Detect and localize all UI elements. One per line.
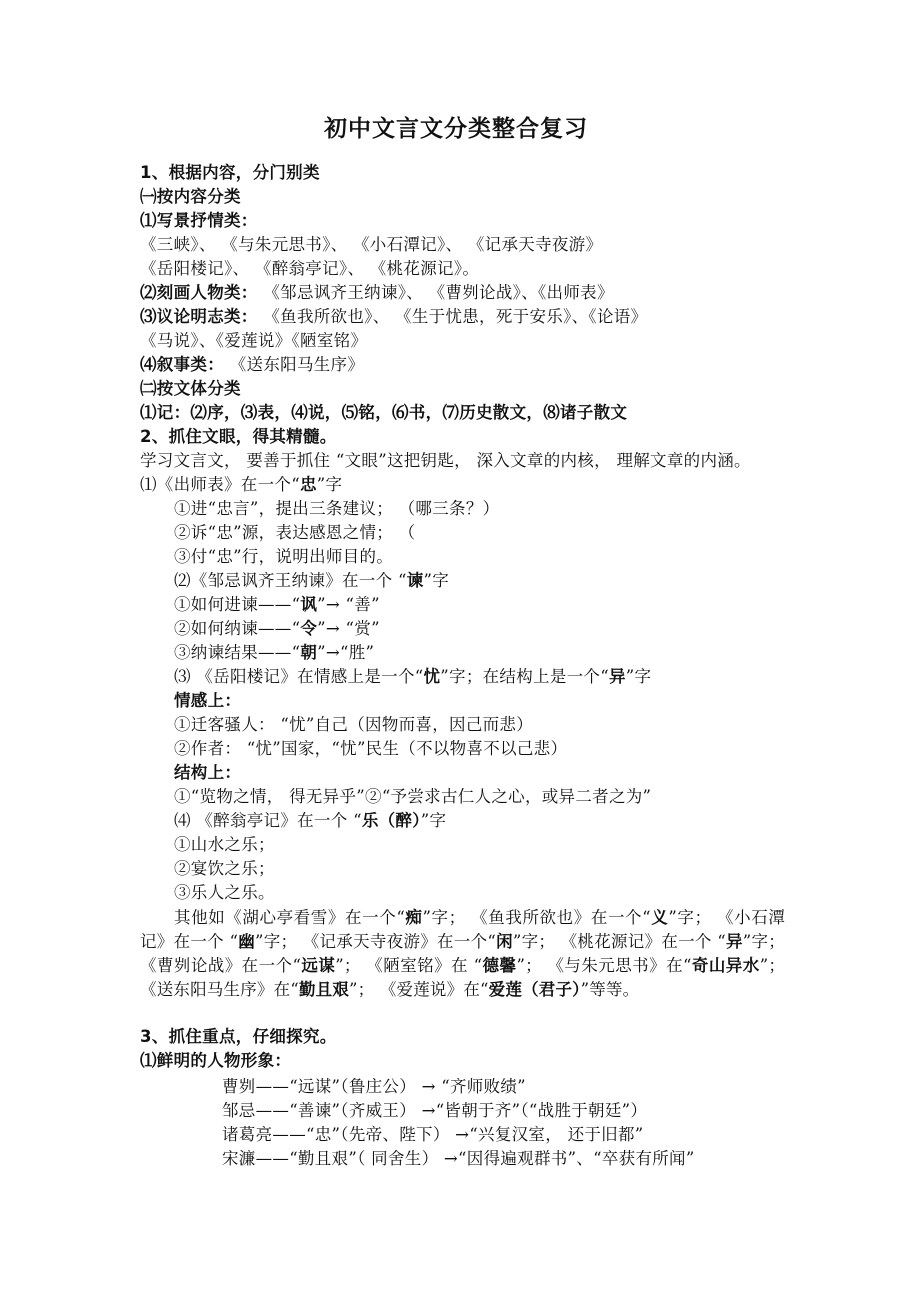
structure-label: 结构上： xyxy=(174,763,242,782)
text: 其他如《湖心亭看雪》在一个“ xyxy=(174,908,405,927)
list-item: ①迁客骚人： “忧”自己（因物而喜，因己而悲） xyxy=(174,715,534,734)
text: ”字 xyxy=(316,475,343,494)
text: ”； 《陋室铭》在 “ xyxy=(335,956,483,975)
page-title: 初中文言文分类整合复习 xyxy=(324,116,588,142)
genre-list: ⑴记：⑵序，⑶表，⑷说，⑸铭，⑹书，⑺历史散文，⑻诸子散文 xyxy=(140,403,628,422)
section-2-intro: 学习文言文， 要善于抓住 “文眼”这把钥匙， 深入文章的内核， 理解文章的内涵。 xyxy=(140,451,751,470)
subsection-by-content: ㈠按内容分类 xyxy=(140,187,241,206)
text: ”等等。 xyxy=(580,980,640,999)
text: ”字 xyxy=(625,667,652,686)
yueyanglou-line xyxy=(174,666,651,688)
category-narrative-label: ⑷叙事类： xyxy=(140,355,224,374)
text: ③纳谏结果——“ xyxy=(174,643,301,662)
text: ⑴《出师表》在一个“ xyxy=(140,475,300,494)
category-narrative-works: 《送东阳马生序》 xyxy=(238,355,365,374)
text: ⑵《邹忌讽齐王纳谏》在一个 “ xyxy=(174,571,407,590)
list-item: ①进“忠言”，提出三条建议； （哪三条？） xyxy=(174,499,500,518)
text: ”字； 《鱼我所欲也》在一个“ xyxy=(422,908,651,927)
text: ”→ “赏” xyxy=(317,619,380,638)
list-item: ②诉“忠”源，表达感恩之情； （ xyxy=(174,523,416,542)
keyword: 幽 xyxy=(238,932,255,951)
category-argument-works: 《鱼我所欲也》、 《生于忧患，死于安乐》、《论语》 xyxy=(271,307,648,326)
keyword: 闲 xyxy=(496,932,513,951)
text: ”字；在结构上是一个“ xyxy=(440,667,609,686)
keyword: 异 xyxy=(725,932,743,951)
text: ⑷ 《醉翁亭记》在一个 “ xyxy=(174,811,362,830)
text: ①如何进谏——“ xyxy=(174,595,301,614)
text: ”字 xyxy=(420,811,447,830)
character-row: 宋濂——“勤且艰”（ 同舍生） →“因得遍观群书”、“卒获有所闻” xyxy=(222,1149,695,1168)
character-image-label: ⑴鲜明的人物形象： xyxy=(140,1051,292,1070)
keyword: 爱莲（君子） xyxy=(488,980,581,999)
category-scenery-works: 《三峡》、 《与朱元思书》、 《小石潭记》、 《记承天寺夜游》 xyxy=(140,235,603,254)
list-item: ①山水之乐； xyxy=(174,835,275,854)
text: ”字； 《记承天寺夜游》在一个“ xyxy=(254,932,497,951)
category-portrait-label: ⑵刻画人物类： xyxy=(140,283,258,302)
category-scenery-works-2: 《岳阳楼记》、 《醉翁亭记》、 《桃花源记》。 xyxy=(140,259,480,278)
section-1-heading: 1、根据内容，分门别类 xyxy=(140,163,320,182)
keyword: 异 xyxy=(608,667,626,686)
keyword: 德馨 xyxy=(482,956,517,975)
keyword: 义 xyxy=(650,908,669,927)
keyword: 忧 xyxy=(423,667,441,686)
category-argument-works-2: 《马说》、《爱莲说》《陋室铭》 xyxy=(140,331,368,350)
list-item: ②宴饮之乐； xyxy=(174,859,275,878)
chushibiao-line xyxy=(140,474,342,496)
other-examples-paragraph xyxy=(140,906,785,1002)
text: ”→ “善” xyxy=(317,595,380,614)
text: ”字； 《曹刿论战》在一个“ xyxy=(140,932,785,975)
keyword: 乐（醉） xyxy=(361,811,421,830)
keyword: 痴 xyxy=(404,908,423,927)
category-portrait xyxy=(140,282,614,304)
emotion-label: 情感上： xyxy=(174,691,242,710)
text: ”→“胜” xyxy=(317,643,375,662)
keyword: 谏 xyxy=(406,571,424,590)
category-argument-label: ⑶议论明志类： xyxy=(140,307,258,326)
list-item: ①“览物之情， 得无异乎”②“予尝求古仁人之心，或异二者之为” xyxy=(174,787,652,806)
keyword: 勤且艰 xyxy=(298,980,350,999)
text: ”字； 《小石潭记》在一个 “ xyxy=(140,908,786,951)
character-row: 诸葛亮——“忠”（先帝、陛下） →“兴复汉室， 还于旧都” xyxy=(222,1125,644,1144)
text: ”字； 《桃花源记》在一个 “ xyxy=(512,932,726,951)
list-item xyxy=(174,642,374,664)
category-narrative xyxy=(140,354,364,376)
zuiwengting-line xyxy=(174,810,446,832)
character-row: 曹刿——“远谋”（鲁庄公） → “齐师败绩” xyxy=(222,1077,526,1096)
category-portrait-works: 《邹忌讽齐王纳谏》、 《曹刿论战》、《出师表》 xyxy=(271,283,614,302)
text: ”； 《与朱元思书》在“ xyxy=(516,956,692,975)
keyword: 讽 xyxy=(300,595,318,614)
keyword: 远谋 xyxy=(301,956,336,975)
subsection-by-genre: ㈡按文体分类 xyxy=(140,379,241,398)
category-argument xyxy=(140,306,647,328)
list-item xyxy=(174,594,380,616)
list-item: ②作者： “忧”国家，“忧”民生（不以物喜不以己悲） xyxy=(174,739,568,758)
text: ②如何纳谏——“ xyxy=(174,619,301,638)
keyword: 奇山异水 xyxy=(691,956,760,975)
list-item: ③付“忠”行，说明出师目的。 xyxy=(174,547,394,566)
section-2-heading: 2、抓住文眼，得其精髓。 xyxy=(140,427,337,446)
list-item xyxy=(174,618,380,640)
text: ”； 《爱莲说》在“ xyxy=(349,980,489,999)
section-3-heading: 3、抓住重点，仔细探究。 xyxy=(140,1027,337,1046)
zouji-line xyxy=(174,570,449,592)
keyword: 令 xyxy=(300,619,318,638)
category-scenery-label: ⑴写景抒情类： xyxy=(140,211,258,230)
text: ”； 《送东阳马生序》在“ xyxy=(140,956,786,999)
text: ⑶ 《岳阳楼记》在情感上是一个“ xyxy=(174,667,424,686)
character-row: 邹忌——“善谏”（齐威王） →“皆朝于齐”（“战胜于朝廷”） xyxy=(222,1101,648,1120)
keyword: 忠 xyxy=(299,475,317,494)
text: ”字 xyxy=(423,571,450,590)
list-item: ③乐人之乐。 xyxy=(174,883,275,902)
keyword: 朝 xyxy=(300,643,318,662)
